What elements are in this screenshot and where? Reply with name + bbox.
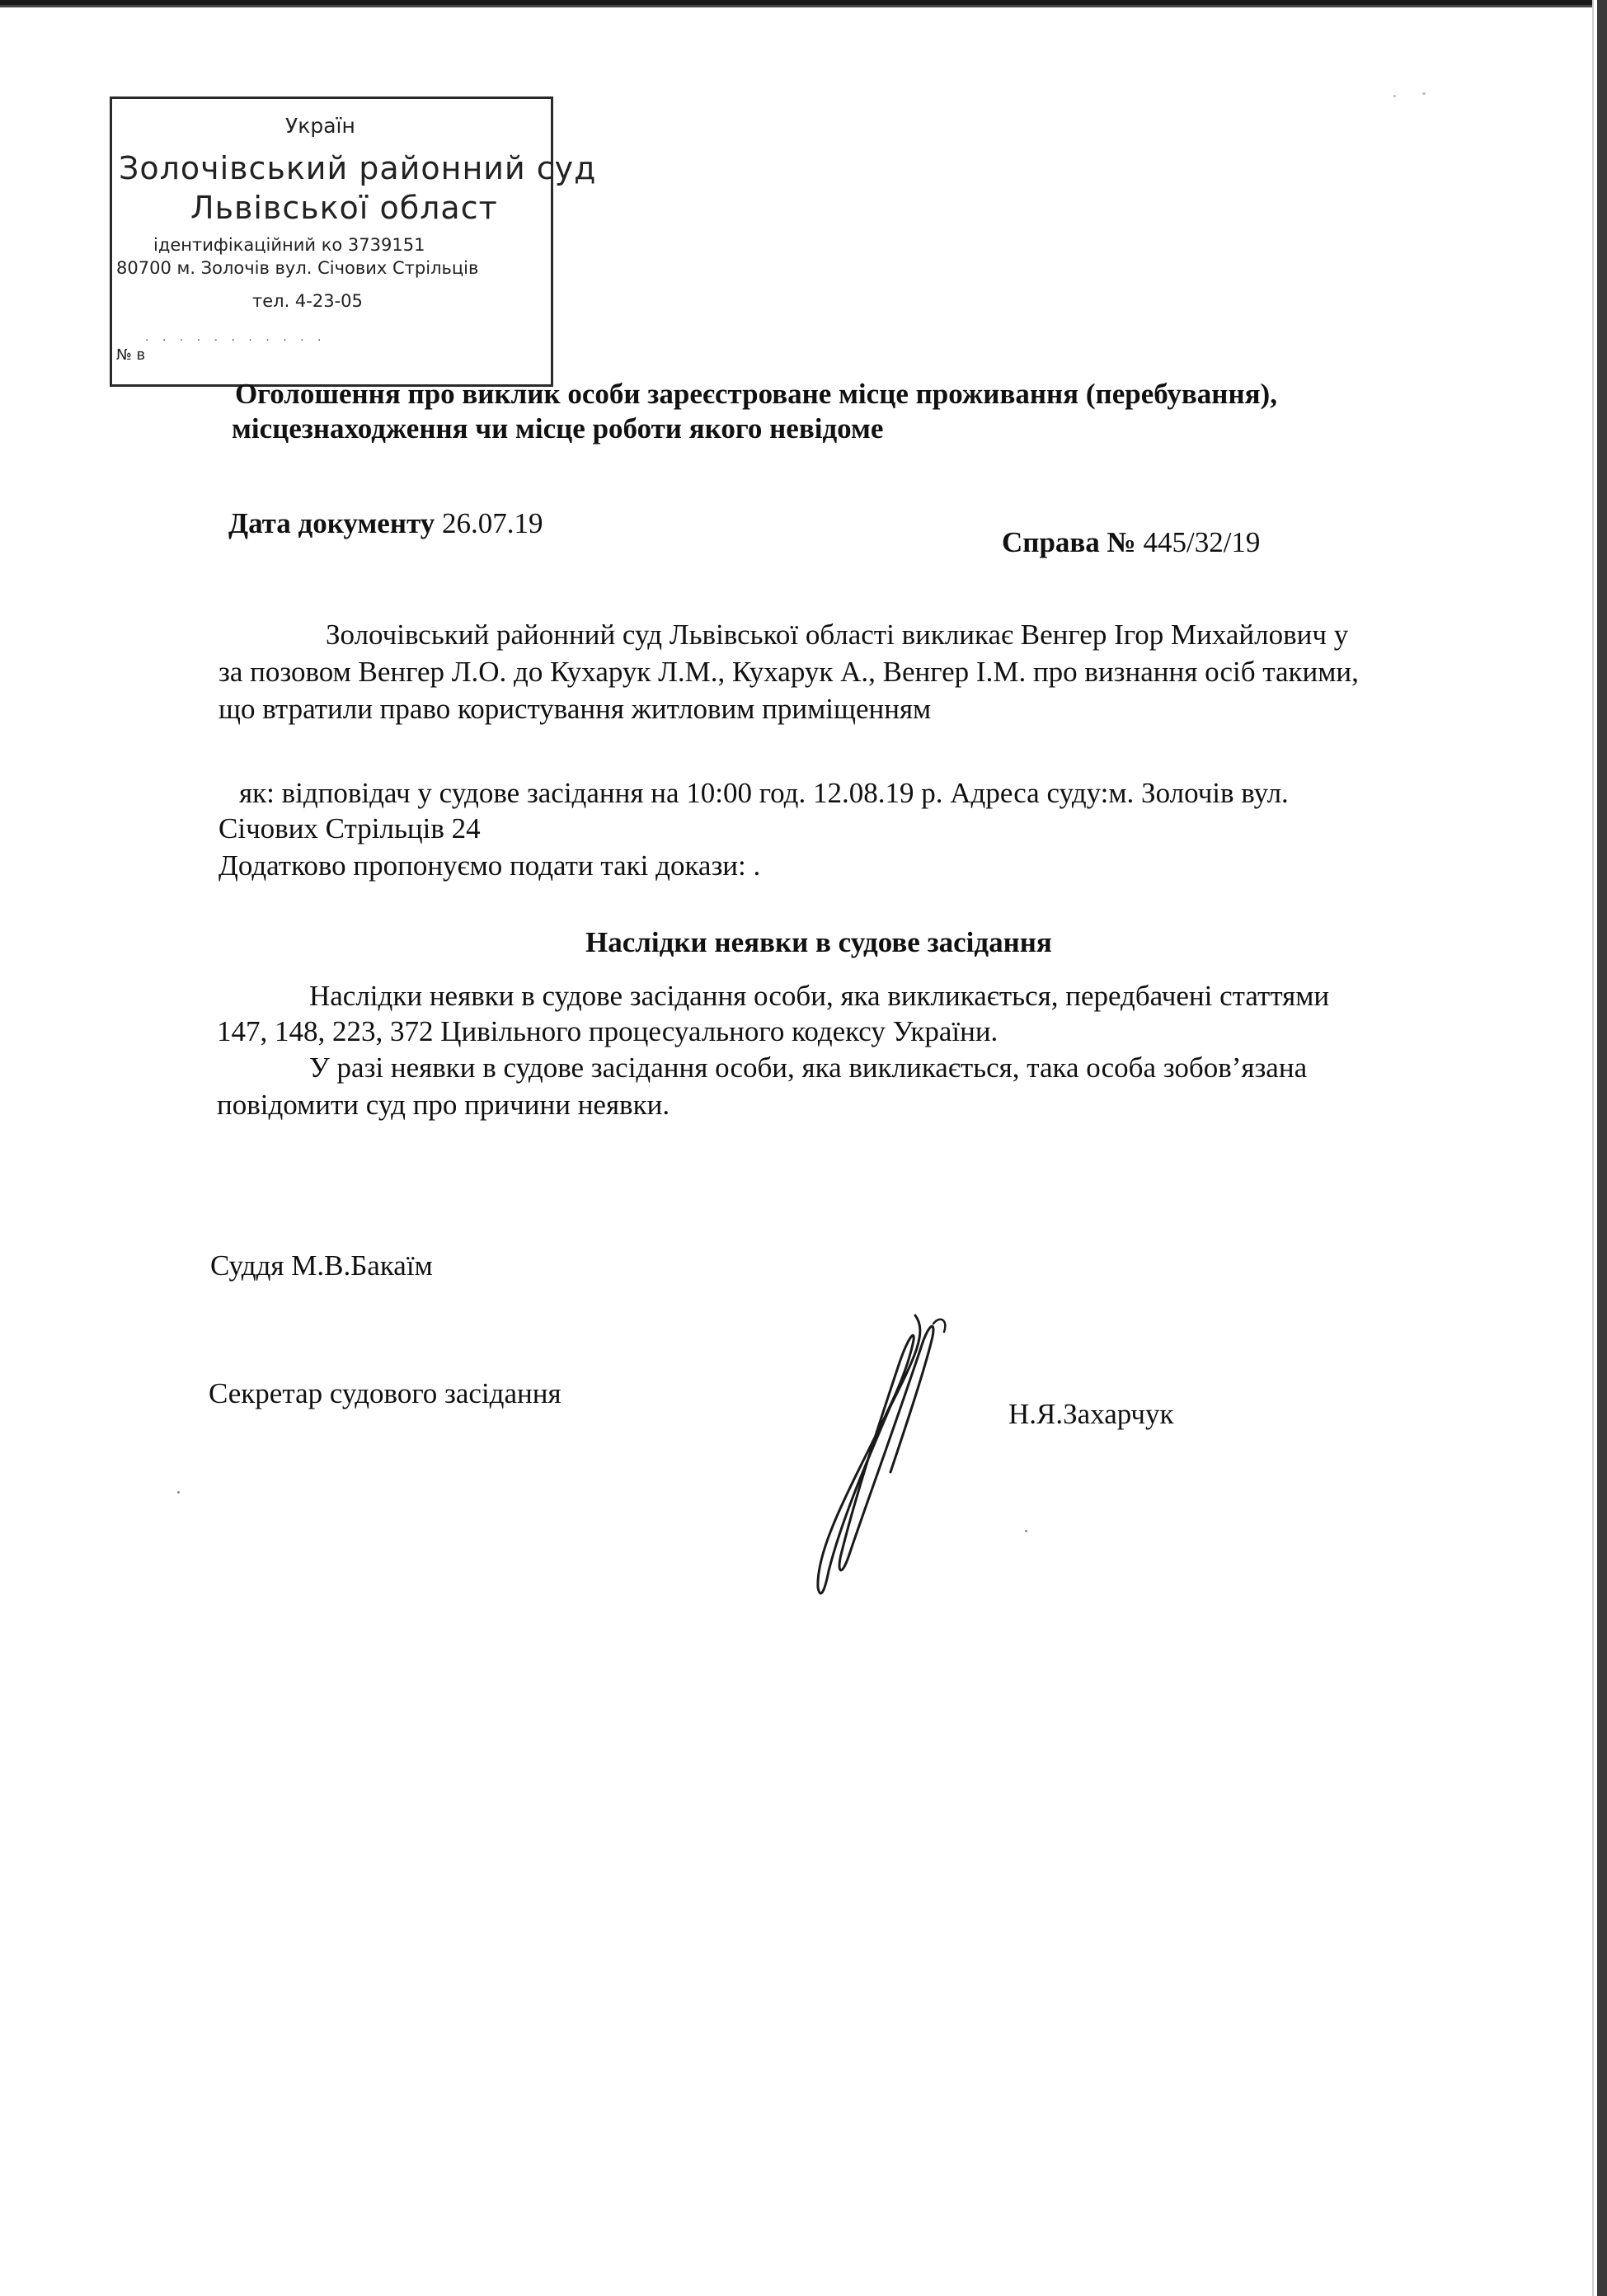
stamp-address: 80700 м. Золочів вул. Січових Стрільців [116,258,479,278]
date-value: 26.07.19 [441,507,543,539]
stamp-number: № в [116,346,146,364]
case-number [1002,526,1260,559]
stamp-country: Україн [285,114,355,138]
secretary-label: Секретар судового засідання [209,1377,562,1409]
consequences-line: У разі неявки в судове засідання особи, яка викликається, така особа зобов’язана [309,1052,1308,1084]
judge-signature-line: Суддя М.В.Бакаїм [210,1249,433,1282]
hearing-details-line: як: відповідач у судове засідання на 10:00 год. 12.08.19 р. Адреса суду:м. Золочів вул. [239,777,1289,809]
scan-speck [1422,92,1426,95]
stamp-id-code: ідентифікаційний ко 3739151 [153,235,425,255]
case-label: Справа № [1002,526,1136,558]
document-title-line-2: місцезнаходження чи місце роботи якого невідоме [232,412,884,445]
body-paragraph-line: що втратили право користування житловим приміщенням [218,693,932,725]
scan-speck [177,1491,180,1494]
consequences-line: Наслідки неявки в судове засідання особи, яка викликається, передбачені статтями [309,980,1330,1012]
consequences-line: повідомити суд про причини неявки. [217,1089,670,1121]
evidence-request: Додатково пропонуємо подати такі докази: . [218,849,761,882]
scan-speck [1025,1530,1027,1532]
stamp-court-name: Золочівський районний суд [119,150,597,186]
consequences-heading: Наслідки неявки в судове засідання [585,926,1052,958]
secretary-name: Н.Я.Захарчук [1008,1398,1174,1430]
scan-right-edge [1586,0,1607,2296]
date-label: Дата документу [228,507,435,539]
document-title-line-1: Оголошення про виклик особи зареєстроване місце проживання (перебування), [235,378,1277,410]
court-stamp [110,96,597,387]
hearing-details-line: Січових Стрільців 24 [218,812,481,845]
case-value: 445/32/19 [1143,526,1261,558]
body-paragraph-line: за позовом Венгер Л.О. до Кухарук Л.М., Кухарук А., Венгер І.М. про визнання осіб такими, [218,656,1359,688]
scan-speck [1393,95,1396,97]
document-date [228,507,543,540]
stamp-region: Львівської област [190,190,498,226]
body-paragraph-line: Золочівський районний суд Львівської області викликає Венгер Ігор Михайлович у [326,619,1349,651]
scan-top-edge [0,0,1607,25]
consequences-line: 147, 148, 223, 372 Цивільного процесуального кодексу України. [217,1015,999,1047]
stamp-faded-line: · · · · · · · · · · · [145,334,327,347]
handwritten-signature [792,1307,981,1604]
stamp-phone: тел. 4-23-05 [252,291,363,311]
